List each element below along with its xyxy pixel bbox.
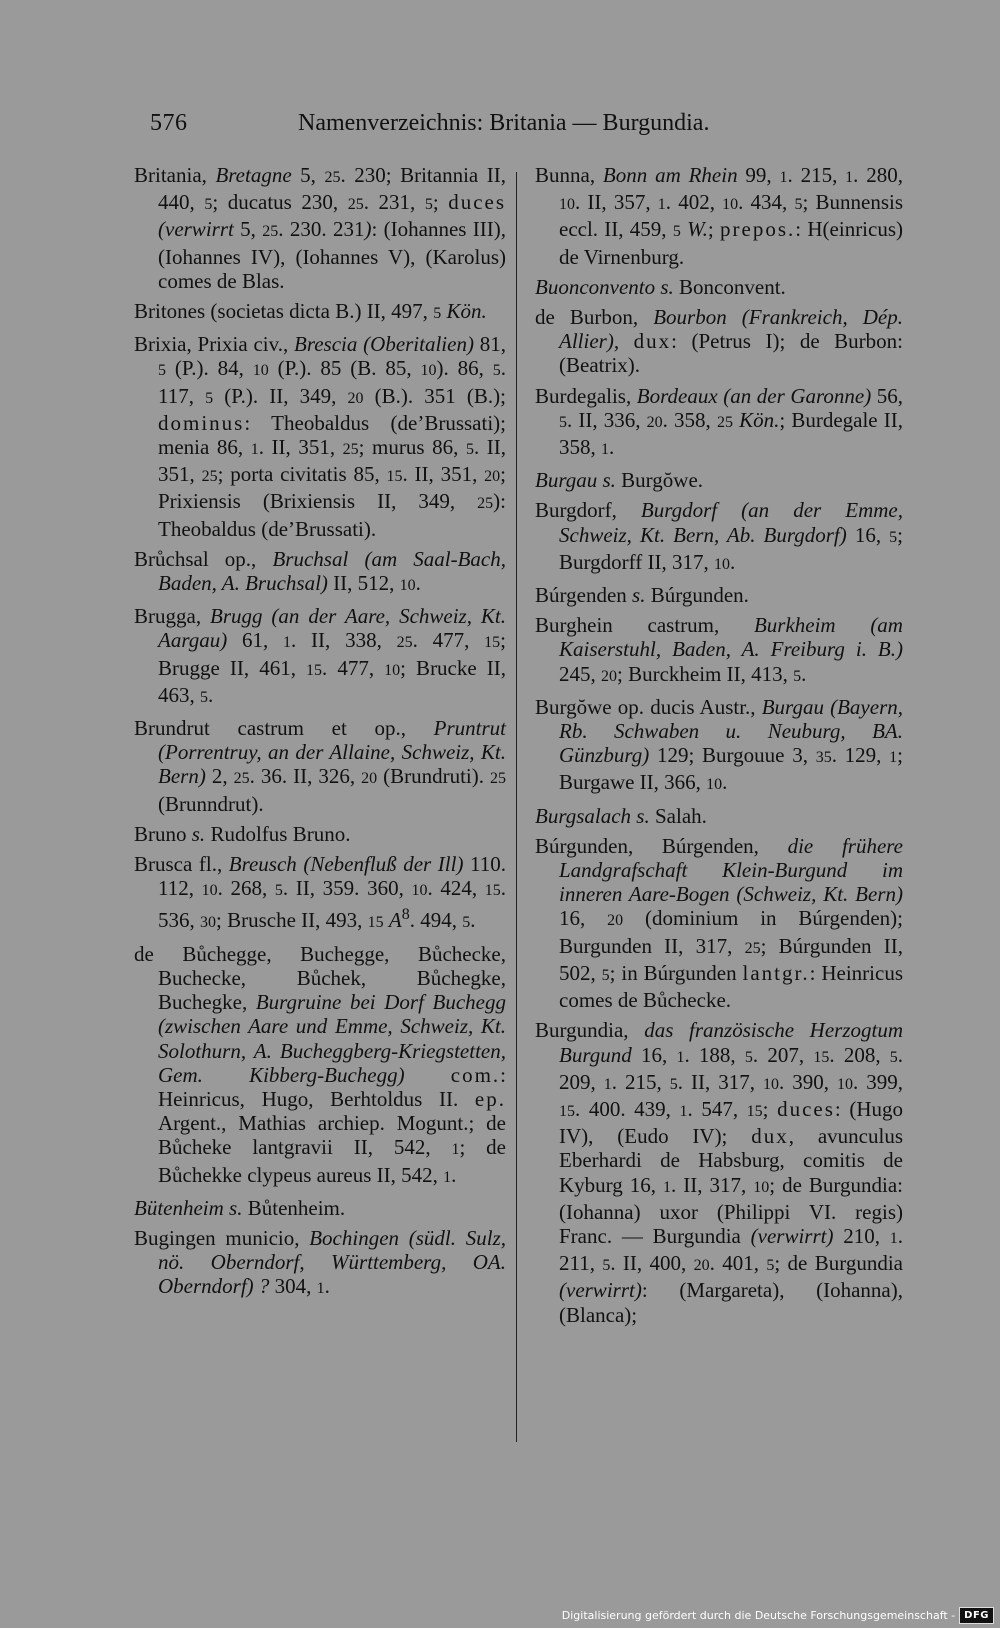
index-entry: Bütenheim s. Bůtenheim. <box>134 1195 346 1220</box>
index-entry: Burgŏwe op. ducis Austr., Burgau (Bayern, Rb. Schwaben u. Neuburg, BA. Günzburg) 129; Burgouue 3, 35. 129, 1; Burgawe II, 366, 10. <box>535 694 903 795</box>
index-entry: Buonconvento s. Bonconvent. <box>535 274 786 299</box>
index-entry: Bunna, Bonn am Rhein 99, 1. 215, 1. 280, 10. II, 357, 1. 402, 10. 434, 5; Bunnensis eccl. II, 459, 5 W.; prepos.: H(einricus) de Virnenburg. <box>535 163 904 269</box>
index-entry: Burgau s. Burgŏwe. <box>535 468 704 493</box>
index-entry: de Bůchegge, Buchegge, Bůchecke, Buchecke, Bůchek, Bůchegke, Buchegke, Burgruine bei Dorf Buchegg (zwischen Aare und Emme, Schweiz, Kt. Solothurn, A. Bucheggberg-Kriegstetten, Gem. Kibberg-Buchegg) com.: Heinricus, Hugo, Berhtoldus II. ep. Argent., Mathias archiep. Mogunt.; de Bůcheke lantgravii II, 542, 1; de Bůchekke clypeus aureus II, 542, 1. <box>134 941 507 1187</box>
index-entry: Burghein castrum, Burkheim (am Kaiserstuhl, Baden, A. Freiburg i. B.) 245, 20; Burckheim II, 413, 5. <box>535 613 903 686</box>
index-entry: de Burbon, Bourbon (Frankreich, Dép. Allier), dux: (Petrus I); de Burbon: (Beatrix). <box>535 305 904 378</box>
index-entry: Burgdorf, Burgdorf (an der Emme, Schweiz, Kt. Bern, Ab. Burgdorf) 16, 5; Burgdorff II, 317, 10. <box>535 498 903 574</box>
page-header <box>150 110 770 146</box>
index-entry: Bruno s. Rudolfus Bruno. <box>134 821 351 846</box>
footer-credit: Digitalisierung gefördert durch die Deutsche Forschungsgemeinschaft - <box>561 1609 956 1622</box>
index-entry: Britones (societas dicta B.) II, 497, 5 Kön. <box>134 299 487 324</box>
index-entry: Brundrut castrum et op., Pruntrut (Porrentruy, an der Allaine, Schweiz, Kt. Bern) 2, 25. 36. II, 326, 20 (Brundruti). 25 (Brunndrut). <box>134 716 506 816</box>
footer <box>562 1607 994 1624</box>
index-entry: Burdegalis, Bordeaux (an der Garonne) 56, 5. II, 336, 20. 358, 25 Kön.; Burdegale II, 358, 1. <box>535 383 903 460</box>
index-entry: Burgsalach s. Salah. <box>535 803 707 828</box>
column-divider <box>516 172 517 1442</box>
index-entry: Bugingen municio, Bochingen (südl. Sulz, nö. Oberndorf, Württemberg, OA. Oberndorf) ? 304, 1. <box>134 1225 506 1299</box>
index-entry: Búrgunden, Búrgenden, die frühere Landgrafschaft Klein-Burgund im inneren Aare-Bogen (Schweiz, Kt. Bern) 16, 20 (dominium in Búrgenden); Burgunden II, 317, 25; Búrgunden II, 502, 5; in Búrgunden lantgr.: Heinricus comes de Bůchecke. <box>535 833 903 1013</box>
index-entry: Búrgenden s. Búrgunden. <box>535 583 749 608</box>
index-entry: Brůchsal op., Bruchsal (am Saal-Bach, Baden, A. Bruchsal) II, 512, 10. <box>134 546 506 596</box>
index-entry: Burgundia, das französische Herzogtum Burgund 16, 1. 188, 5. 207, 15. 208, 5. 209, 1. 215, 5. II, 317, 10. 390, 10. 399, 15. 400. 439, 1. 547, 15; duces: (Hugo IV), (Eudo IV); dux, avunculus Eberhardi de Habsburg, comitis de Kyburg 16, 1. II, 317, 10; de Burgundia: (Iohanna) uxor (Philippi VI. regis) Franc. — Burgundia (verwirrt) 210, 1. 211, 5. II, 400, 20. 401, 5; de Burgundia (verwirrt): (Margareta), (Iohanna), (Blanca); <box>535 1018 904 1327</box>
index-entry: Brixia, Prixia civ., Brescia (Oberitalien) 81, 5 (P.). 84, 10 (P.). 85 (B. 85, 10). 86, 5. 117, 5 (P.). II, 349, 20 (B.). 351 (B.); dominus: Theobaldus (de’Brussati); menia 86, 1. II, 351, 25; murus 86, 5. II, 351, 25; porta civitatis 85, 15. II, 351, 20; Prixiensis (Brixiensis II, 349, 25): Theobaldus (de’Brussati). <box>134 332 506 541</box>
index-entry: Brusca fl., Breusch (Nebenfluß der Ill) 110. 112, 10. 268, 5. II, 359. 360, 10. 424, 15. 536, 30; Brusche II, 493, 15 $A^8$. 494, 5. <box>134 852 506 933</box>
dfg-logo-icon: DFG <box>959 1607 994 1624</box>
page-number: 576 <box>150 110 188 136</box>
right-column <box>535 163 903 1333</box>
index-entry: Brugga, Brugg (an der Aare, Schweiz, Kt. Aargau) 61, 1. II, 338, 25. 477, 15; Brugge II, 461, 15. 477, 10; Brucke II, 463, 5. <box>134 604 507 707</box>
running-title: Namenverzeichnis: Britania — Burgundia. <box>298 110 710 136</box>
index-entry: Britania, Bretagne 5, 25. 230; Britannia II, 440, 5; ducatus 230, 25. 231, 5; duces (verwirrt 5, 25. 230. 231): (Iohannes III), (Iohannes IV), (Iohannes V), (Karolus) comes de Blas. <box>134 163 507 293</box>
left-column <box>134 163 506 1308</box>
